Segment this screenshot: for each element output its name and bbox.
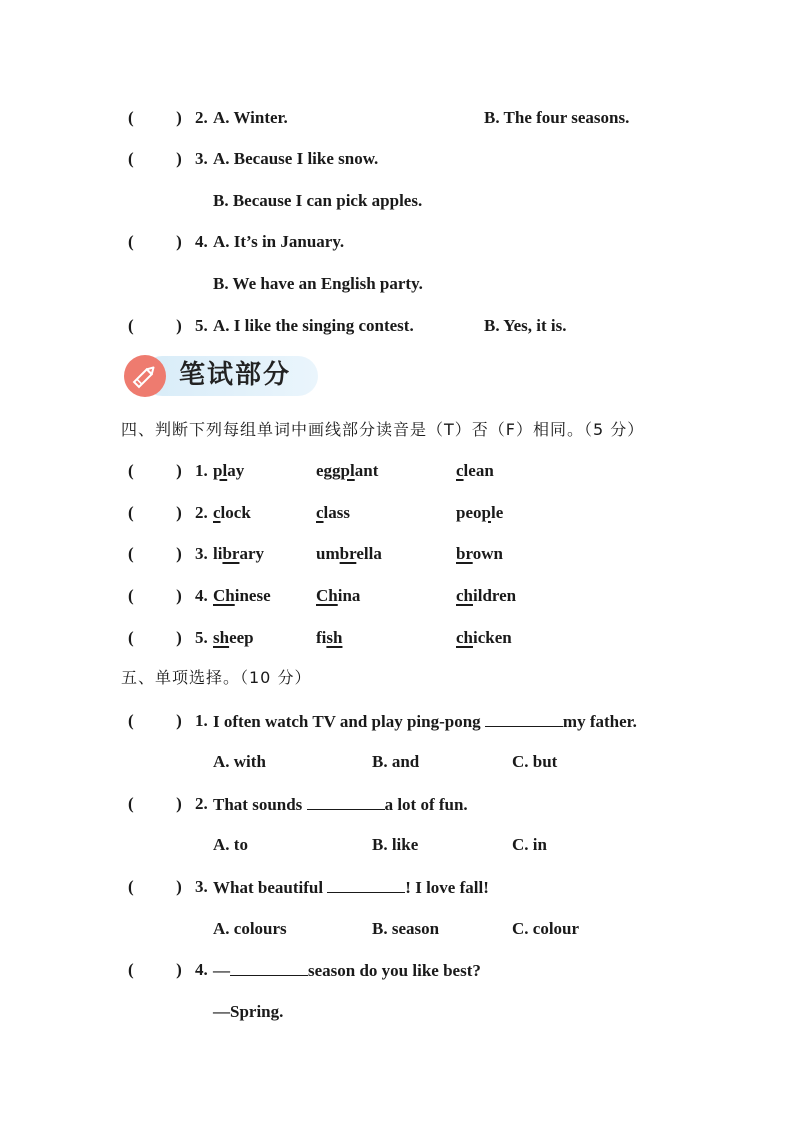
answer-bracket[interactable]: ( ) xyxy=(128,586,182,605)
option-b: B. Yes, it is. xyxy=(484,316,567,335)
question-number: 3. xyxy=(195,877,208,896)
word-2: umbrella xyxy=(316,544,382,563)
answer-blank[interactable] xyxy=(307,794,385,810)
row-number: 3. xyxy=(195,544,208,563)
word-3: children xyxy=(456,586,517,605)
option-b: B. We have an English party. xyxy=(213,274,423,293)
row-number: 5. xyxy=(195,628,208,647)
question-number: 3. xyxy=(195,149,208,168)
word-1: library xyxy=(213,544,264,563)
option-c: C. but xyxy=(512,752,558,771)
answer-bracket[interactable]: ( ) xyxy=(128,544,182,563)
section-4-title: 四、判断下列每组单词中画线部分读音是（T）否（F）相同。（5 分） xyxy=(121,420,645,439)
option-b: B. and xyxy=(372,752,420,771)
word-1: clock xyxy=(213,503,251,522)
word-2: eggplant xyxy=(316,461,379,480)
word-3: brown xyxy=(456,544,503,563)
row-number: 4. xyxy=(195,586,208,605)
option-b: B. The four seasons. xyxy=(484,108,630,127)
question-stem: What beautiful ! I love fall! xyxy=(213,878,489,897)
answer-blank[interactable] xyxy=(230,960,308,976)
option-b: B. season xyxy=(372,919,440,938)
option-a: A. I like the singing contest. xyxy=(213,316,414,335)
word-2: class xyxy=(316,503,351,522)
word-1: Chinese xyxy=(213,586,271,605)
word-2: China xyxy=(316,586,361,605)
dialogue-answer: —Spring. xyxy=(213,1002,284,1021)
word-3: people xyxy=(456,503,504,522)
question-number: 2. xyxy=(195,794,208,813)
option-c: C. in xyxy=(512,835,547,854)
section-5-title: 五、单项选择。（10 分） xyxy=(121,668,312,687)
question-number: 4. xyxy=(195,960,208,979)
option-c: C. colour xyxy=(512,919,580,938)
word-1: sheep xyxy=(213,628,254,647)
question-stem: — season do you like best? xyxy=(213,961,481,980)
answer-bracket[interactable]: ( ) xyxy=(128,461,182,480)
option-a: A. Winter. xyxy=(213,108,288,127)
option-a: A. to xyxy=(213,835,248,854)
answer-blank[interactable] xyxy=(485,711,563,727)
question-number: 1. xyxy=(195,711,208,730)
option-a: A. with xyxy=(213,752,266,771)
answer-bracket[interactable]: ( ) xyxy=(128,108,182,127)
answer-bracket[interactable]: ( ) xyxy=(128,232,182,251)
word-3: clean xyxy=(456,461,494,480)
option-b: B. like xyxy=(372,835,419,854)
row-number: 1. xyxy=(195,461,208,480)
word-3: chicken xyxy=(456,628,512,647)
question-number: 4. xyxy=(195,232,208,251)
row-number: 2. xyxy=(195,503,208,522)
answer-bracket[interactable]: ( ) xyxy=(128,149,182,168)
written-section-banner xyxy=(124,354,319,398)
question-stem: I often watch TV and play ping-pong my father. xyxy=(213,712,637,731)
question-number: 2. xyxy=(195,108,208,127)
answer-blank[interactable] xyxy=(327,877,405,893)
answer-bracket[interactable]: ( ) xyxy=(128,877,182,896)
option-a: A. colours xyxy=(213,919,287,938)
answer-bracket[interactable]: ( ) xyxy=(128,794,182,813)
banner-title: 笔试部分 xyxy=(179,360,292,390)
answer-bracket[interactable]: ( ) xyxy=(128,711,182,730)
option-b: B. Because I can pick apples. xyxy=(213,191,423,210)
question-number: 5. xyxy=(195,316,208,335)
answer-bracket[interactable]: ( ) xyxy=(128,960,182,979)
word-1: play xyxy=(213,461,245,480)
pencil-icon xyxy=(124,355,166,397)
option-a: A. It’s in January. xyxy=(213,232,345,251)
answer-bracket[interactable]: ( ) xyxy=(128,316,182,335)
answer-bracket[interactable]: ( ) xyxy=(128,628,182,647)
question-stem: That sounds a lot of fun. xyxy=(213,795,468,814)
option-a: A. Because I like snow. xyxy=(213,149,379,168)
answer-bracket[interactable]: ( ) xyxy=(128,503,182,522)
word-2: fish xyxy=(316,628,343,647)
